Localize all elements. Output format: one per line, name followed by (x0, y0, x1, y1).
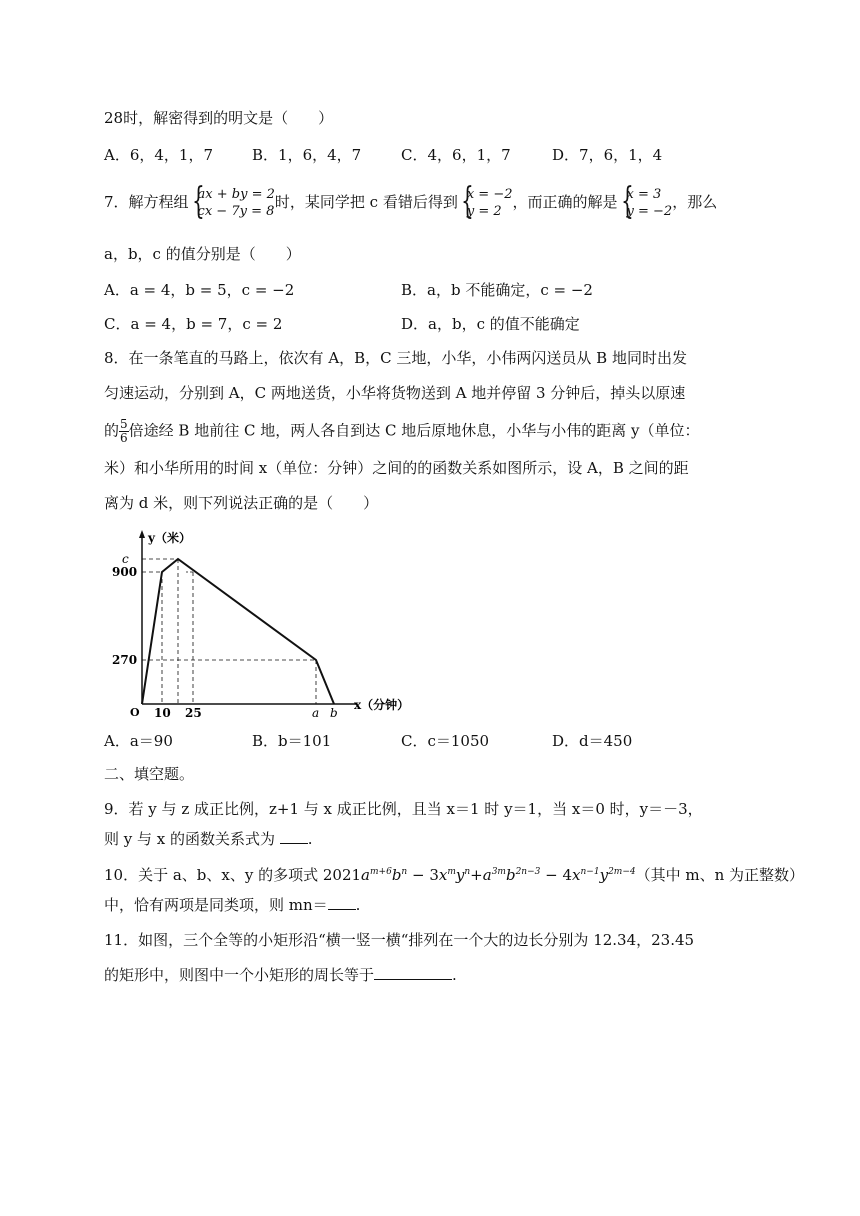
q8-line-2: 匀速运动，分别到 A，C 两地送货，小华将货物送到 A 地并停留 3 分钟后，掉头以原速 (104, 384, 686, 402)
distance-line (142, 559, 334, 704)
q8-line-4: 米）和小华所用的时间 x（单位：分钟）之间的的函数关系如图所示，设 A，B 之间的距 (104, 459, 689, 477)
y-axis-arrow (139, 530, 145, 538)
q8-line-5: 离为 d 米，则下列说法正确的是（ ） (104, 494, 379, 512)
q10-blank (328, 909, 356, 910)
q8-line3-prefix: 的 (104, 421, 120, 440)
q11-line-1: 11．如图，三个全等的小矩形沿“横一竖一横“排列在一个大的边长分别为 12.34，23.45 (104, 931, 695, 949)
x-tick-10: 10 (154, 706, 171, 720)
q8-line3-text: 倍途经 B 地前往 C 地，两人各自到达 C 地后原地休息，小华与小伟的距离 y（单位： (128, 421, 700, 440)
q7-mid1: 时，某同学把 c 看错后得到 (274, 193, 458, 211)
q8-line-3 (104, 418, 700, 445)
q11-line-2: 的矩形中，则图中一个小矩形的周长等于 . (104, 966, 457, 984)
section-title: 二、填空题。 (104, 765, 195, 783)
y-tick-c: c (122, 552, 129, 566)
y-tick-270: 270 (112, 653, 138, 667)
q11-blank (374, 979, 452, 980)
q6-text: 28时，解密得到的明文是（ ） (104, 109, 334, 127)
q8-line-1: 8．在一条笔直的马路上，依次有 A，B，C 三地，小华，小伟两闪送员从 B 地同时出发 (104, 349, 687, 367)
q8-option-c: C．c＝1050 (401, 732, 490, 750)
q6-option-d: D．7，6，1，4 (552, 146, 663, 164)
q9-blank (280, 843, 308, 844)
q10-line-1: 10．关于 a、b、x、y 的多项式 $2021a^{m+6}b^n - 3x^my^n+a^{3m}b^{2n-3} - 4x^{n-1}y^{2m-4}$（其中 m、n 为正整数） (104, 866, 805, 884)
q7-question (104, 186, 717, 220)
q9-line-1: 9．若 y 与 z 成正比例，z+1 与 x 成正比例，且当 x＝1 时 y＝1，当 x＝0 时，y＝－3， (104, 800, 703, 818)
q7-prefix: 7．解方程组 (104, 193, 189, 211)
origin-label: O (130, 706, 140, 719)
q10-line-2: 中，恰有两项是同类项，则 mn＝ . (104, 896, 361, 914)
q9-line-2: 则 y 与 x 的函数关系式为 . (104, 830, 313, 848)
x-tick-25: 25 (185, 706, 202, 720)
q6-option-a: A．6，4，1，7 (104, 146, 214, 164)
x-tick-b: b (330, 706, 338, 720)
q7-mid2: ，而正确的解是 (512, 193, 618, 211)
q7-option-a: A．a = 4，b = 5，c = −2 (104, 281, 295, 299)
q7-end: ，那么 (672, 193, 718, 211)
q6-option-b: B．1，6，4，7 (252, 146, 362, 164)
q6-option-c: C．4，6，1，7 (401, 146, 511, 164)
distance-time-graph (104, 526, 410, 720)
q8-option-a: A．a＝90 (104, 732, 173, 750)
q7-option-d: D．a，b，c 的值不能确定 (401, 315, 580, 333)
q7-line2: a，b，c 的值分别是（ ） (104, 245, 301, 263)
q8-option-d: D．d＝450 (552, 732, 633, 750)
q7-system-2: { x = −2 y = 2 (458, 186, 513, 220)
q8-option-b: B．b＝101 (252, 732, 332, 750)
x-axis-label: x（分钟） (354, 698, 410, 712)
q7-option-b: B．a，b 不能确定，c = −2 (401, 281, 593, 299)
q7-option-c: C．a = 4，b = 7，c = 2 (104, 315, 283, 333)
x-tick-a: a (312, 706, 320, 720)
y-axis-label: y（米） (148, 531, 191, 545)
q7-system-3: { x = 3 y = −2 (618, 186, 673, 220)
q8-fraction: $\frac{5}{6}$ (120, 417, 128, 445)
q7-system-1: { ax + by = 2 cx − 7y = 8 (189, 186, 275, 220)
y-tick-900: 900 (112, 565, 138, 579)
